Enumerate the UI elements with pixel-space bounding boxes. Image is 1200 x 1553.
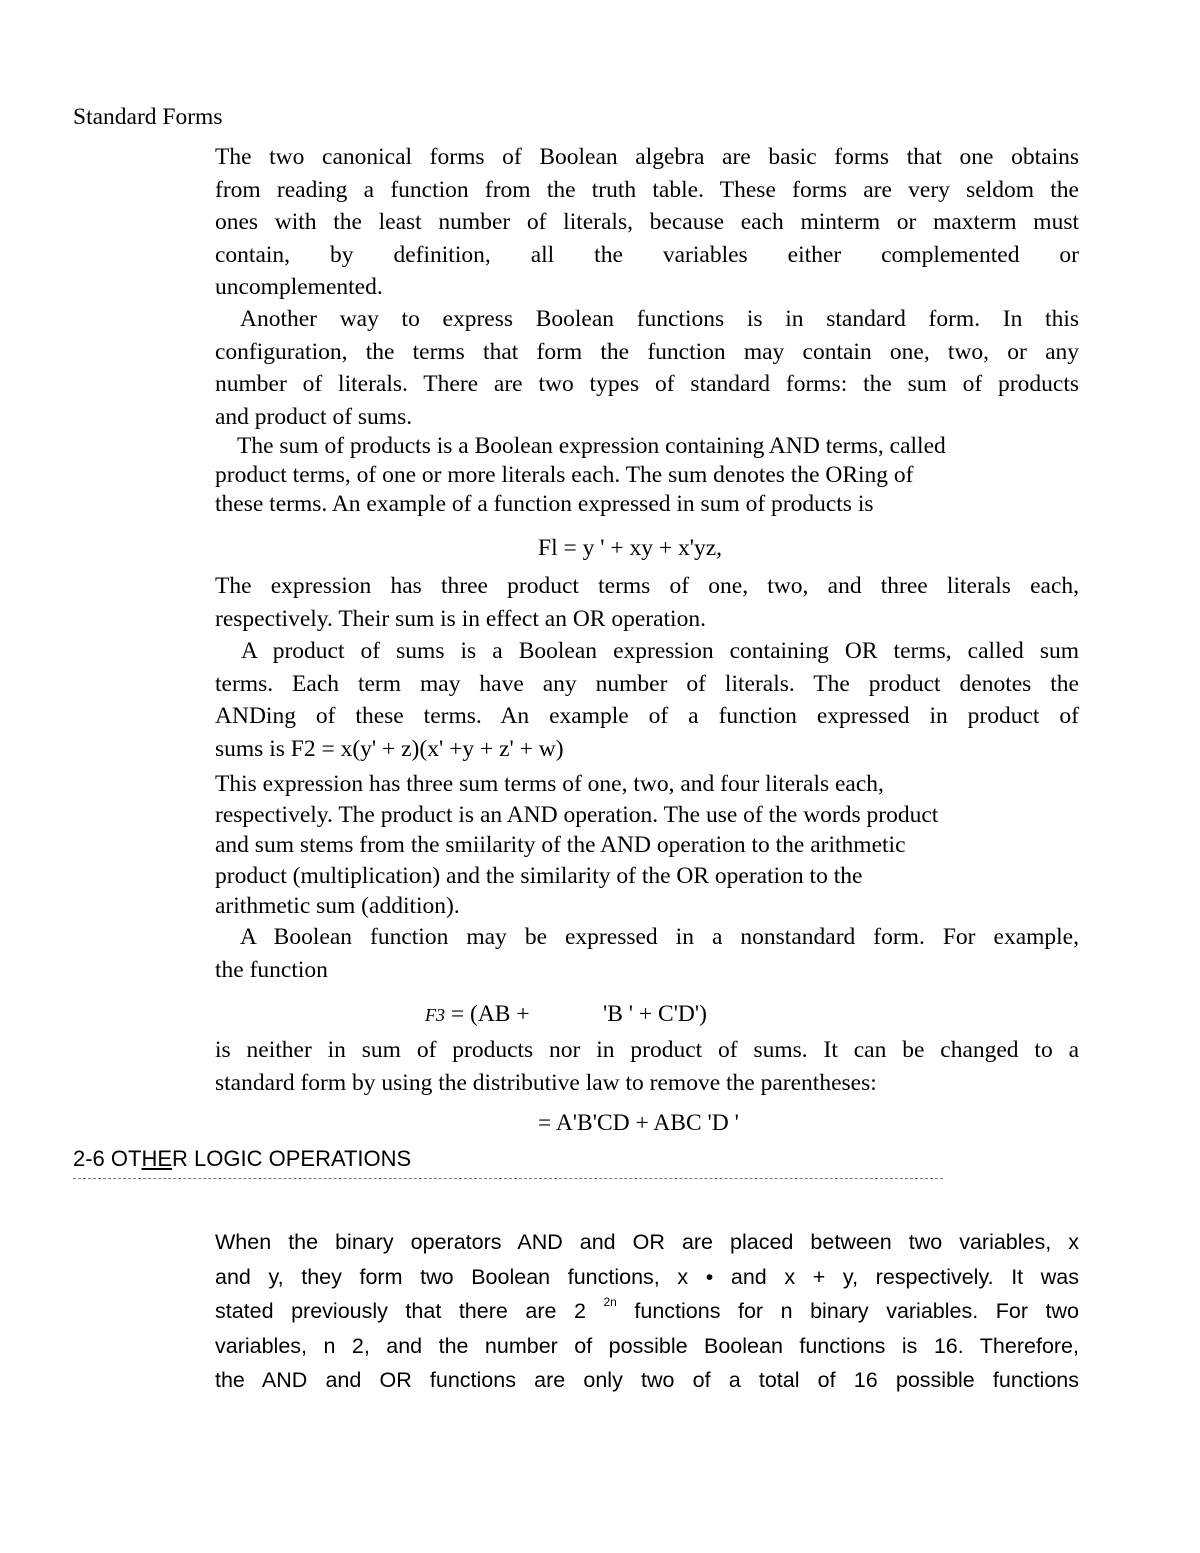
text-line: and sum stems from the smiilarity of the AND operation to the arithmetic — [215, 832, 906, 858]
equation-f3 — [425, 1001, 530, 1028]
section-heading-part: 2-6 OT — [73, 1146, 142, 1171]
text-line: respectively. The product is an AND operation. The use of the words product — [215, 801, 939, 828]
equation-f3-mid: = (AB + — [450, 1001, 530, 1027]
text-line: ones with the least number of literals, because each minterm or maxterm must — [215, 209, 1079, 235]
paragraph-expression-terms — [215, 570, 1079, 635]
text-line: from reading a function from the truth table. These forms are very seldom the — [215, 176, 1079, 203]
text-line: product terms, of one or more literals each. The sum denotes the ORing of — [215, 462, 914, 488]
paragraph-canonical-forms — [215, 141, 1079, 304]
equation-f3-rhs: 'B ' + C'D') — [603, 1001, 707, 1027]
text-line: product (multiplication) and the similarity of the OR operation to the — [215, 862, 863, 889]
text-line: arithmetic sum (addition). — [215, 893, 460, 919]
text-line: uncomplemented. — [215, 274, 383, 300]
section-heading-part: R LOGIC OPERATIONS — [172, 1146, 412, 1171]
section-heading — [73, 1146, 411, 1172]
paragraph-distributive-law — [215, 1034, 1079, 1099]
text-line: When the binary operators AND and OR are placed between two variables, x — [215, 1230, 1079, 1254]
text-line: the AND and OR functions are only two of a total of 16 possible functions — [215, 1368, 1079, 1392]
text-line: A product of sums is a Boolean expression containing OR terms, called sum — [241, 638, 1079, 664]
paragraph-product-of-sums — [215, 635, 1079, 765]
paragraph-sum-of-products — [215, 432, 946, 519]
text-line: is neither in sum of products nor in product of sums. It can be changed to a — [215, 1037, 1079, 1063]
equation-f3-lhs: F3 — [425, 1005, 445, 1025]
text-line: respectively. Their sum is in effect an OR operation. — [215, 605, 706, 632]
text-line: and product of sums. — [215, 403, 413, 430]
text-line: ANDing of these terms. An example of a function expressed in product of — [215, 703, 1079, 729]
text-line: A Boolean function may be expressed in a nonstandard form. For example, — [240, 924, 1079, 950]
text-line: variables, n 2, and the number of possible Boolean functions is 16. Therefore, — [215, 1333, 1079, 1358]
paragraph-binary-operators — [215, 1225, 1079, 1398]
text-line — [215, 1294, 1079, 1329]
text-line: terms. Each term may have any number of literals. The product denotes the — [215, 670, 1079, 697]
equation-f1: Fl = y ' + xy + x'yz, — [538, 535, 723, 561]
text-line: Another way to express Boolean functions is in standard form. In this — [240, 306, 1079, 332]
paragraph-sum-terms — [215, 769, 938, 922]
text-line: sums is F2 = x(y' + z)(x' +y + z' + w) — [215, 735, 564, 762]
paragraph-standard-form — [215, 303, 1079, 433]
text-span: functions for n binary variables. For two — [634, 1299, 1079, 1323]
text-line: standard form by using the distributive law to remove the parentheses: — [215, 1069, 877, 1096]
text-line: the function — [215, 956, 328, 983]
text-line: The two canonical forms of Boolean algebra are basic forms that one obtains — [215, 144, 1079, 170]
equation-expanded: = A'B'CD + ABC 'D ' — [538, 1110, 739, 1136]
text-line: and y, they form two Boolean functions, x • and x + y, respectively. It was — [215, 1264, 1079, 1289]
text-line: The sum of products is a Boolean expression containing AND terms, called — [237, 433, 946, 459]
text-line: The expression has three product terms of one, two, and three literals each, — [215, 573, 1079, 599]
section-divider — [73, 1178, 943, 1179]
text-line: configuration, the terms that form the function may contain one, two, or any — [215, 338, 1079, 365]
text-line: This expression has three sum terms of one, two, and four literals each, — [215, 771, 884, 797]
section-heading-underlined: HE — [141, 1146, 173, 1171]
text-line: number of literals. There are two types of standard forms: the sum of products — [215, 371, 1079, 397]
text-line: contain, by definition, all the variables either complemented or — [215, 241, 1079, 268]
text-line: these terms. An example of a function expressed in sum of products is — [215, 491, 874, 517]
page-heading: Standard Forms — [73, 104, 223, 130]
paragraph-nonstandard-form — [215, 921, 1079, 986]
superscript: 2n — [603, 1295, 617, 1309]
text-span: stated previously that there are 2 — [215, 1299, 586, 1323]
